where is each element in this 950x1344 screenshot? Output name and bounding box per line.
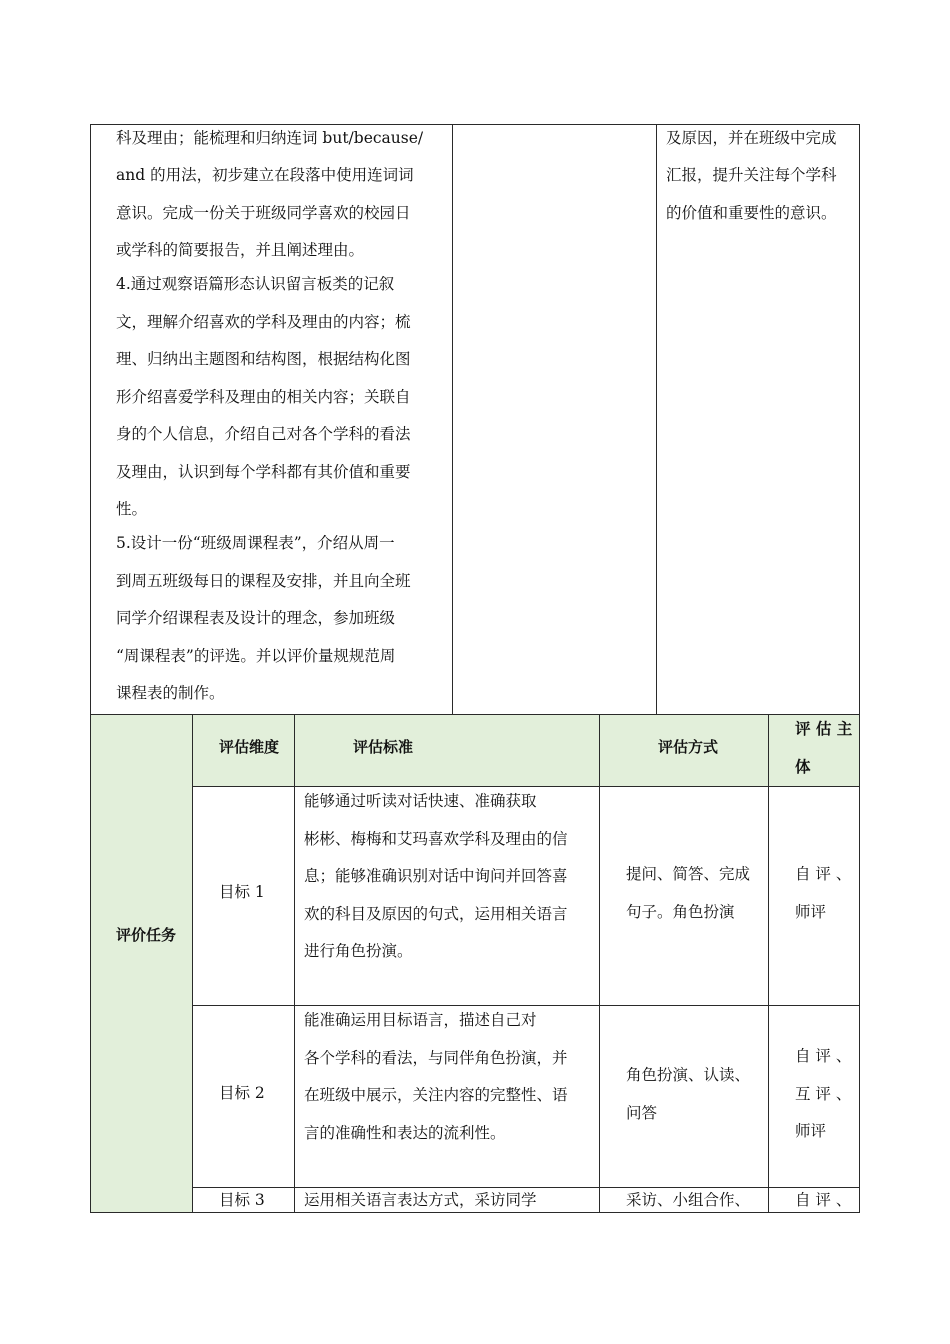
objective-line: 科及理由；能梳理和归纳连词 but/because/: [116, 129, 424, 147]
header-standard: 评估标准: [353, 738, 414, 756]
objective-line: 性。: [116, 500, 148, 518]
section-label: 评价任务: [116, 926, 177, 944]
table-border: [452, 124, 453, 715]
table-border: [294, 714, 295, 1213]
objective-line: 理、归纳出主题图和结构图，根据结构化图: [116, 350, 411, 368]
row-standard: 能够通过听读对话快速、准确获取 彬彬、梅梅和艾玛喜欢学科及理由的信 息；能够准确识别对话中询问并回答喜 欢的科目及原因的句式，运用相关语言 进行角色扮演。: [304, 792, 568, 960]
table-border: [192, 714, 193, 1213]
objective-line: 文，理解介绍喜欢的学科及理由的内容；梳: [116, 313, 411, 331]
header-row: [192, 715, 859, 787]
objective-line: 及理由，认识到每个学科都有其价值和重要: [116, 463, 411, 481]
table-border: [768, 714, 769, 1213]
row-dimension: 目标 3: [219, 1191, 265, 1209]
right-column-line: 的价值和重要性的意识。: [666, 204, 837, 222]
objective-line: 4.通过观察语篇形态认识留言板类的记叙: [116, 275, 395, 293]
table-border: [90, 714, 860, 715]
section-label-cell: [91, 715, 192, 1213]
objective-line: 身的个人信息，介绍自己对各个学科的看法: [116, 425, 411, 443]
row-subject: 自 评 、: [795, 1191, 852, 1209]
row-subject: 自 评 、 师评: [795, 865, 852, 921]
objective-line: 5.设计一份“班级周课程表”，介绍从周一: [116, 534, 395, 552]
table-border: [90, 124, 91, 1213]
row-method: 提问、简答、完成 句子。角色扮演: [626, 865, 751, 921]
objective-line: “周课程表”的评选。并以评价量规规范周: [116, 647, 396, 665]
table-border: [859, 124, 860, 1213]
header-dimension: 评估维度: [219, 738, 280, 756]
objective-line: 或学科的简要报告，并且阐述理由。: [116, 241, 365, 259]
right-column-line: 及原因，并在班级中完成: [666, 129, 837, 147]
header-subject: 评 估 主 体: [795, 720, 853, 776]
row-standard: 运用相关语言表达方式，采访同学: [304, 1191, 537, 1209]
objective-line: 意识。完成一份关于班级同学喜欢的校园日: [116, 204, 411, 222]
objective-line: 到周五班级每日的课程及安排，并且向全班: [116, 572, 411, 590]
header-method: 评估方式: [658, 738, 719, 756]
row-dimension: 目标 2: [219, 1084, 265, 1102]
row-standard: 能准确运用目标语言，描述自己对 各个学科的看法，与同伴角色扮演，并 在班级中展示，关注内容的完整性、语 言的准确性和表达的流利性。: [304, 1011, 568, 1142]
row-subject: 自 评 、 互 评 、 师评: [795, 1047, 852, 1140]
objective-line: 形介绍喜爱学科及理由的相关内容；关联自: [116, 388, 411, 406]
table-border: [599, 714, 600, 1213]
row-method: 采访、小组合作、: [626, 1191, 751, 1209]
objective-line: 同学介绍课程表及设计的理念，参加班级: [116, 609, 396, 627]
right-column-line: 汇报，提升关注每个学科: [666, 166, 837, 184]
table-border: [656, 124, 657, 715]
row-dimension: 目标 1: [219, 883, 265, 901]
objective-line: and 的用法，初步建立在段落中使用连词词: [116, 166, 414, 184]
row-method: 角色扮演、认读、 问答: [626, 1066, 751, 1122]
objective-line: 课程表的制作。: [116, 684, 225, 702]
